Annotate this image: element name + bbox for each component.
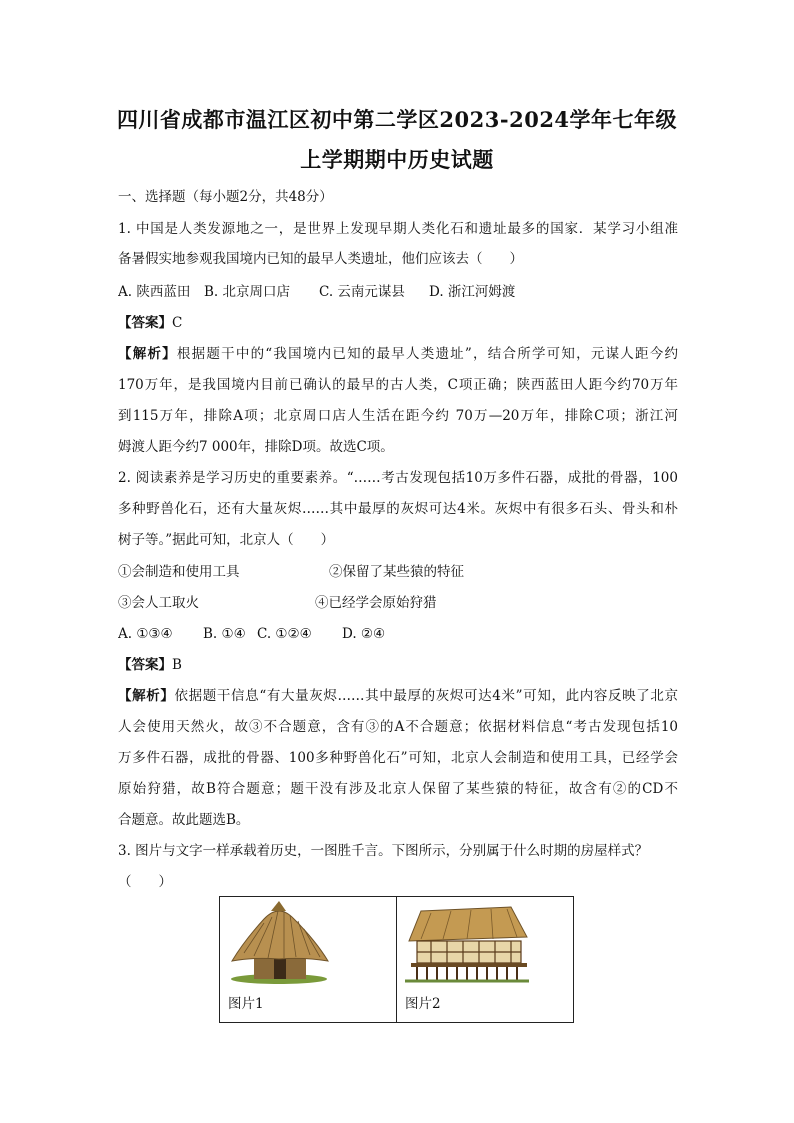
q2-statement-1: ①会制造和使用工具 <box>118 564 240 580</box>
q1-analysis-line-1 <box>118 345 678 363</box>
q2-analysis-line-2: 人会使用天然火，故③不合题意，含有③的A不合题意；依据材料信息“考古发现包括10 <box>118 719 678 735</box>
q1-analysis-line-4: 姆渡人距今约7 000年，排除D项。故选C项。 <box>118 439 394 455</box>
q2-analysis-label: 【解析】 <box>118 688 175 704</box>
q2-analysis-line-1 <box>118 687 678 705</box>
section-heading: 一、选择题（每小题2分，共48分） <box>118 189 333 205</box>
q1-option-c: C. 云南元谋县 <box>319 284 405 300</box>
q2-stem-line-3: 树子等。”据此可知，北京人（ ） <box>118 532 335 548</box>
q2-statements-row-1 <box>118 563 678 581</box>
q1-answer-label: 【答案】 <box>118 315 172 331</box>
title-line-2: 上学期期中历史试题 <box>300 147 494 172</box>
q2-statement-4: ④已经学会原始狩猎 <box>315 595 437 611</box>
q1-answer <box>118 314 678 332</box>
q3-stem-line-1: 3. 图片与文字一样承载着历史，一图胜千言。下图所示，分别属于什么时期的房屋样式？ <box>118 843 649 859</box>
q2-analysis-line-3: 万多件石器，成批的骨器、100多种野兽化石”可知，北京人会制造和使用工具，已经学会 <box>118 750 678 766</box>
q1-answer-value: C <box>172 315 183 331</box>
q2-stem-line-2: 多种野兽化石，还有大量灰烬……其中最厚的灰烬可达4米。灰烬中有很多石头、骨头和朴 <box>118 501 678 517</box>
q2-options <box>118 625 678 643</box>
q2-option-c: C. ①②④ <box>257 626 312 642</box>
q1-option-d: D. 浙江河姆渡 <box>429 284 516 300</box>
q1-option-a: A. 陕西蓝田 <box>118 284 191 300</box>
title-line-1: 四川省成都市温江区初中第二学区2023-2024学年七年级 <box>116 107 678 132</box>
stilt-house-image <box>401 901 531 986</box>
q3-image-cell-2 <box>397 897 574 1023</box>
q2-answer-value: B <box>172 657 182 673</box>
q1-options <box>118 283 678 301</box>
q2-option-b: B. ①④ <box>203 626 246 642</box>
q1-analysis-text-1: 根据题干中的“我国境内已知的最早人类遗址”，结合所学可知，元谋人距今约 <box>176 346 678 362</box>
q1-analysis-label: 【解析】 <box>118 346 177 362</box>
q2-stem-line-1: 2. 阅读素养是学习历史的重要素养。“……考古发现包括10万多件石器，成批的骨器，100 <box>118 470 678 486</box>
q3-image-table <box>219 896 574 1023</box>
q2-option-a: A. ①③④ <box>118 626 173 642</box>
q3-image-cell-1 <box>220 897 397 1023</box>
q1-stem-line-1: 1. 中国是人类发源地之一，是世界上发现早期人类化石和遗址最多的国家．某学习小组准 <box>118 221 678 237</box>
q1-analysis-line-2: 170万年，是我国境内目前已确认的最早的古人类，C项正确；陕西蓝田人距今约70万年 <box>118 377 678 393</box>
q3-stem-line-2: （ ） <box>118 874 172 890</box>
q2-option-d: D. ②④ <box>342 626 386 642</box>
q2-statements-row-2 <box>118 594 678 612</box>
thatched-hut-image <box>224 901 334 986</box>
q1-option-b: B. 北京周口店 <box>204 284 291 300</box>
q1-analysis-line-3: 到115万年，排除A项；北京周口店人生活在距今约 70万—20万年，排除C项；浙江河 <box>118 408 678 424</box>
q2-statement-3: ③会人工取火 <box>118 595 199 611</box>
q2-answer <box>118 656 678 674</box>
q1-stem-line-2: 备暑假实地参观我国境内已知的最早人类遗址，他们应该去（ ） <box>118 251 523 267</box>
q2-answer-label: 【答案】 <box>118 657 172 673</box>
q3-image-caption-2: 图片2 <box>405 996 441 1012</box>
q2-analysis-text-1: 依据题干信息“有大量灰烬……其中最厚的灰烬可达4米”可知，此内容反映了北京 <box>174 688 678 704</box>
q2-analysis-line-5: 合题意。故此题选B。 <box>118 812 250 828</box>
q3-image-caption-1: 图片1 <box>228 996 264 1012</box>
q2-statement-2: ②保留了某些猿的特征 <box>329 564 464 580</box>
q2-analysis-line-4: 原始狩猎，故B符合题意；题干没有涉及北京人保留了某些猿的特征，故含有②的CD不 <box>118 781 678 797</box>
